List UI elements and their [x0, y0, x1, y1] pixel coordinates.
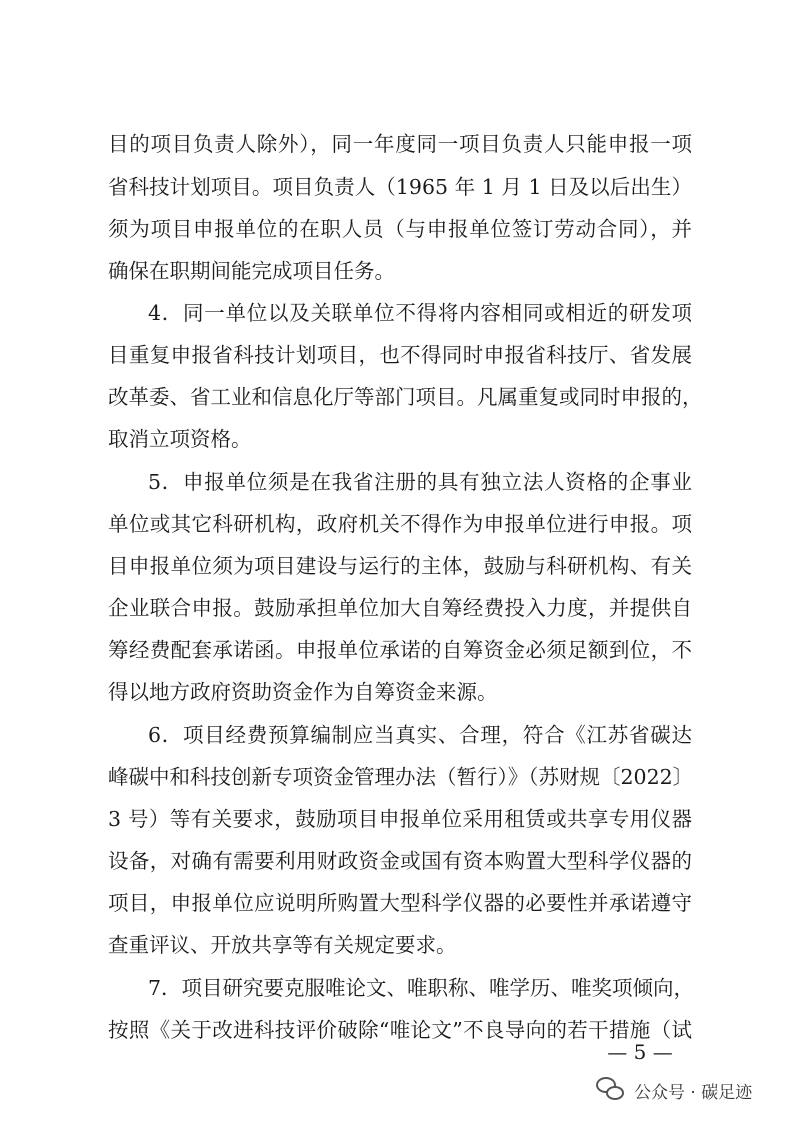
paragraph-6-line-5: 项目，申报单位应说明所购置大型科学仪器的必要性并承诺遵守	[108, 891, 692, 915]
paragraph-6-line-4: 设备，对确有需要利用财政资金或国有资本购置大型科学仪器的	[108, 849, 692, 873]
paragraph-5-line-3: 目申报单位须为项目建设与运行的主体，鼓励与科研机构、有关	[108, 554, 692, 578]
paragraph-5-line-2: 单位或其它科研机构，政府机关不得作为申报单位进行申报。项	[108, 512, 692, 536]
paragraph-5-line-4: 企业联合申报。鼓励承担单位加大自筹经费投入力度，并提供自	[108, 596, 692, 620]
paragraph-4-line-2: 目重复申报省科技计划项目，也不得同时申报省科技厅、省发展	[108, 343, 692, 367]
paragraph-4-line-4: 取消立项资格。	[108, 427, 252, 451]
watermark-label: 公众号 · 碳足迹	[634, 1082, 753, 1103]
paragraph-7-line-1: 7．项目研究要克服唯论文、唯职称、唯学历、唯奖项倾向，	[148, 976, 695, 1000]
paragraph-6-line-2: 峰碳中和科技创新专项资金管理办法（暂行）》（苏财规〔2022〕	[108, 765, 694, 789]
wechat-watermark	[596, 1075, 752, 1105]
paragraph-5-line-1: 5．申报单位须是在我省注册的具有独立法人资格的企事业	[148, 470, 692, 494]
wechat-icon	[596, 1077, 626, 1103]
page-number: — 5 —	[607, 1040, 673, 1064]
paragraph-4-line-1: 4．同一单位以及关联单位不得将内容相同或相近的研发项	[148, 301, 692, 325]
text-line-3: 须为项目申报单位的在职人员（与申报单位签订劳动合同），并	[108, 217, 692, 241]
paragraph-6-line-6: 查重评议、开放共享等有关规定要求。	[108, 933, 457, 957]
paragraph-5-line-6: 得以地方政府资助资金作为自筹资金来源。	[108, 680, 498, 704]
paragraph-4-line-3: 改革委、省工业和信息化厅等部门项目。凡属重复或同时申报的，	[108, 385, 703, 409]
paragraph-6-line-1: 6．项目经费预算编制应当真实、合理，符合《江苏省碳达	[148, 723, 692, 747]
paragraph-5-line-5: 筹经费配套承诺函。申报单位承诺的自筹资金必须足额到位，不	[108, 638, 692, 662]
text-line-1: 目的项目负责人除外），同一年度同一项目负责人只能申报一项	[108, 132, 692, 156]
paragraph-7-line-2: 按照《关于改进科技评价破除“唯论文”不良导向的若干措施（试	[108, 1018, 692, 1042]
paragraph-6-line-3: 3 号）等有关要求，鼓励项目申报单位采用租赁或共享专用仪器	[108, 807, 692, 831]
text-line-4: 确保在职期间能完成项目任务。	[108, 259, 395, 283]
text-line-2: 省科技计划项目。项目负责人（1965 年 1 月 1 日及以后出生）	[108, 175, 692, 199]
